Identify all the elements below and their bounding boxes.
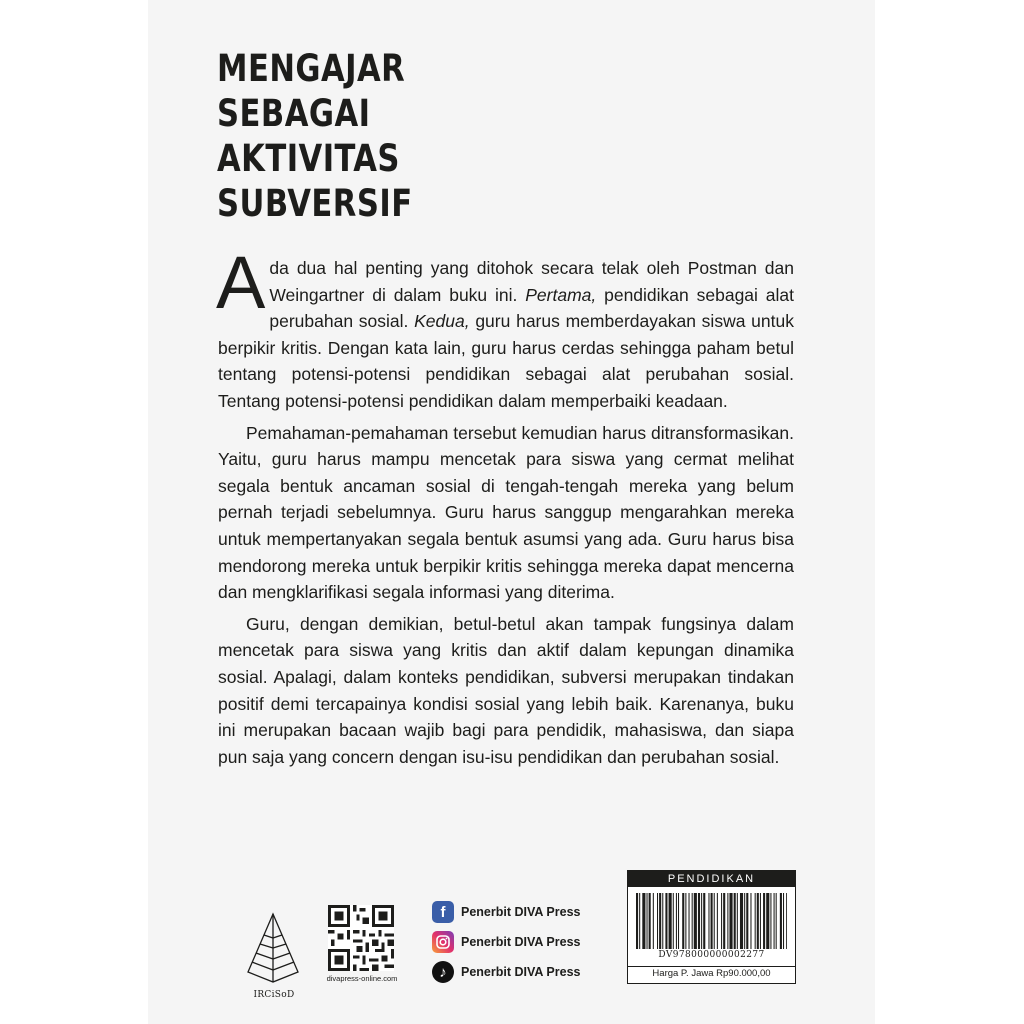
barcode-bar: [734, 893, 736, 949]
barcode-block: [627, 870, 796, 984]
barcode-bar: [780, 893, 782, 949]
title-line-4: SUBVERSIF: [217, 182, 413, 225]
barcode-bar: [750, 893, 751, 949]
irc-pyramid-logo: [242, 910, 304, 990]
social-facebook[interactable]: [432, 897, 581, 927]
barcode-bar: [729, 893, 732, 949]
tiktok-icon: ♪: [432, 961, 454, 983]
facebook-label: Penerbit DIVA Press: [461, 905, 581, 919]
barcode-bar: [770, 893, 771, 949]
barcode-bar: [689, 893, 690, 949]
barcode-bar: [763, 893, 765, 949]
barcode-bar: [703, 893, 705, 949]
title-line-3: AKTIVITAS: [217, 137, 400, 180]
barcode-bar: [766, 893, 769, 949]
qr-caption: divapress-online.com: [326, 974, 398, 983]
instagram-icon: [432, 931, 454, 953]
title-line-1: MENGAJAR: [217, 47, 406, 90]
barcode-bar: [659, 893, 661, 949]
barcode-bars: [636, 893, 787, 949]
barcode-bar: [701, 893, 702, 949]
p1-text-c: guru harus memberdayakan siswa untuk berpikir kritis. Dengan kata lain, guru harus cerdas sehingga paham betul tentang potensi-potensi pendidikan sebagai alat perubahan sosial. Tentang potensi-potensi pendidikan dalam memperbaiki keadaan.: [218, 311, 794, 411]
p1-emphasis-pertama: Pertama,: [525, 284, 597, 305]
blurb-paragraph-1: [216, 241, 794, 415]
blurb-text: [216, 241, 794, 770]
barcode-bar: [776, 893, 777, 949]
title-line-2: SEBAGAI: [217, 92, 371, 135]
barcode-bar: [714, 893, 715, 949]
barcode-bar: [653, 893, 654, 949]
barcode-bar: [662, 893, 663, 949]
social-links: [432, 897, 581, 987]
facebook-icon: f: [432, 901, 454, 923]
book-title: [217, 46, 413, 226]
instagram-label: Penerbit DIVA Press: [461, 935, 581, 949]
tiktok-label: Penerbit DIVA Press: [461, 965, 581, 979]
publisher-logo-label: IRCiSoD: [253, 990, 295, 1000]
barcode-bar: [692, 893, 693, 949]
barcode-bar: [694, 893, 697, 949]
p1-text-a: da dua hal penting yang ditohok secara telak oleh Postman dan Weingartner di dalam buku ini.: [269, 258, 794, 305]
barcode-bar: [786, 893, 787, 949]
barcode-bar: [723, 893, 725, 949]
barcode-bar: [649, 893, 651, 949]
barcode-bar: [698, 893, 700, 949]
barcode-bar: [737, 893, 738, 949]
barcode-bar: [711, 893, 713, 949]
barcode-bar: [642, 893, 645, 949]
barcode-bar: [740, 893, 743, 949]
barcode-bar: [727, 893, 728, 949]
blurb-paragraph-3: Guru, dengan demikian, betul-betul akan tampak fungsinya dalam mencetak para siswa yang kritis dan aktif dalam kepungan dinamika sosial. Apalagi, dalam konteks pendidikan, subversi merupakan tindakan positif demi tercapainya kondisi sosial yang lebih baik. Karenanya, buku ini merupakan bacaan wajib bagi para pendidik, mahasiswa, dan siapa pun saja yang concern dengan isu-isu pendidikan dan perubahan sosial.: [218, 613, 794, 767]
barcode-bar: [682, 893, 684, 949]
barcode-bar: [774, 893, 775, 949]
barcode-bar: [685, 893, 686, 949]
barcode-bar: [678, 893, 679, 949]
blurb-paragraph-2: Pemahaman-pemahaman tersebut kemudian harus ditransformasikan. Yaitu, guru harus mampu mencetak para siswa yang cermat melihat segala bentuk ancaman sosial di tengah-tengah mereka yang belum pernah terjadi sebelumnya. Guru harus sanggup mengarahkan mereka untuk mempertanyakan segala bentuk asumsi yang ada. Guru harus bisa mendorong mereka untuk berpikir kritis sehingga mereka dapat mencerna dan mengklarifikasi segala informasi yang diterima.: [218, 422, 794, 603]
barcode-bar: [755, 893, 756, 949]
barcode-bar: [665, 893, 667, 949]
barcode-bar: [657, 893, 658, 949]
p1-emphasis-kedua: Kedua,: [414, 311, 470, 332]
barcode-bar: [673, 893, 674, 949]
barcode-bar: [746, 893, 748, 949]
barcode-bar: [676, 893, 677, 949]
drop-cap: A: [216, 241, 266, 324]
barcode-number: DV978000000002277: [658, 950, 765, 960]
p1-text-b: pendidikan sebagai alat perubahan sosial.: [269, 284, 794, 332]
barcode-bar: [639, 893, 640, 949]
social-instagram[interactable]: [432, 927, 581, 957]
qr-code: [328, 905, 394, 971]
barcode-bar: [669, 893, 672, 949]
barcode-bar: [647, 893, 648, 949]
social-tiktok[interactable]: [432, 957, 581, 987]
barcode-bar: [636, 893, 638, 949]
barcode-bar: [757, 893, 759, 949]
barcode-bar: [721, 893, 722, 949]
category-label: PENDIDIKAN: [628, 871, 795, 887]
price-label: Harga P. Jawa Rp90.000,00: [628, 966, 795, 979]
barcode-bar: [783, 893, 784, 949]
barcode-bar: [760, 893, 761, 949]
barcode-bar: [717, 893, 718, 949]
barcode-bar: [744, 893, 745, 949]
barcode-bar: [708, 893, 709, 949]
